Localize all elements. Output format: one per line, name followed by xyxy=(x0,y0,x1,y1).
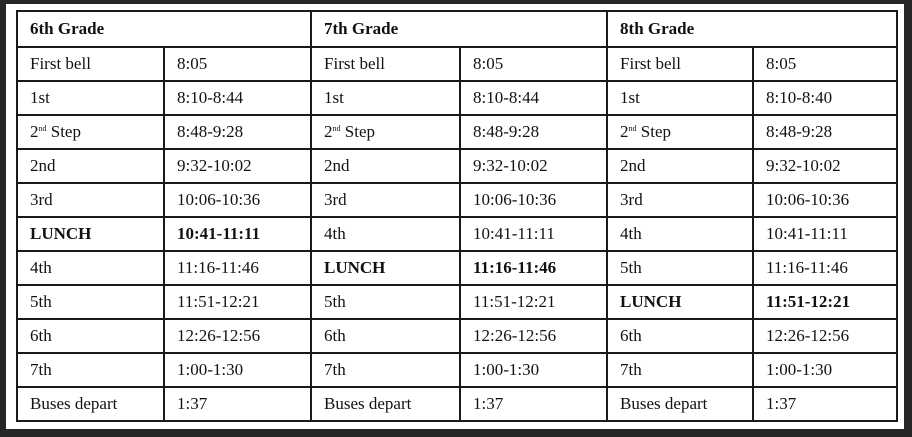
period-cell: Buses depart xyxy=(17,387,164,421)
period-cell: First bell xyxy=(311,47,460,81)
period-label: Step xyxy=(340,122,375,141)
time-cell: 1:37 xyxy=(753,387,897,421)
period-cell: 5th xyxy=(311,285,460,319)
time-cell: 10:06-10:36 xyxy=(460,183,607,217)
period-cell: First bell xyxy=(607,47,753,81)
period-cell: 4th xyxy=(607,217,753,251)
period-label: Step xyxy=(636,122,672,141)
table-row xyxy=(17,115,897,149)
period-cell: 7th xyxy=(311,353,460,387)
period-cell xyxy=(607,115,753,149)
time-cell: 8:10-8:40 xyxy=(753,81,897,115)
bell-schedule-table xyxy=(16,10,898,422)
time-cell: 8:48-9:28 xyxy=(753,115,897,149)
grade-header-7th: 7th Grade xyxy=(311,11,607,47)
table-row xyxy=(17,251,897,285)
period-cell: 2nd xyxy=(607,149,753,183)
ordinal-suffix: nd xyxy=(628,124,637,133)
time-cell: 1:37 xyxy=(460,387,607,421)
period-cell: 2nd xyxy=(17,149,164,183)
time-cell: 12:26-12:56 xyxy=(460,319,607,353)
table-row xyxy=(17,149,897,183)
period-cell: 3rd xyxy=(17,183,164,217)
time-cell: 8:10-8:44 xyxy=(460,81,607,115)
time-cell: 11:16-11:46 xyxy=(753,251,897,285)
period-cell: Buses depart xyxy=(311,387,460,421)
table-row xyxy=(17,81,897,115)
time-cell: 12:26-12:56 xyxy=(753,319,897,353)
time-cell: 8:05 xyxy=(164,47,311,81)
time-cell: 9:32-10:02 xyxy=(164,149,311,183)
time-cell: 10:06-10:36 xyxy=(753,183,897,217)
time-cell: 10:41-11:11 xyxy=(460,217,607,251)
period-cell: LUNCH xyxy=(311,251,460,285)
grade-header-6th: 6th Grade xyxy=(17,11,311,47)
period-cell: First bell xyxy=(17,47,164,81)
grade-header-8th: 8th Grade xyxy=(607,11,897,47)
time-cell: 9:32-10:02 xyxy=(460,149,607,183)
time-cell: 1:00-1:30 xyxy=(164,353,311,387)
time-cell: 10:06-10:36 xyxy=(164,183,311,217)
grade-header-row xyxy=(17,11,897,47)
period-cell: 3rd xyxy=(607,183,753,217)
period-cell xyxy=(311,115,460,149)
period-cell: LUNCH xyxy=(607,285,753,319)
period-cell: 6th xyxy=(311,319,460,353)
ordinal-suffix: nd xyxy=(332,124,341,133)
period-cell xyxy=(17,115,164,149)
time-cell: 1:00-1:30 xyxy=(460,353,607,387)
time-cell: 9:32-10:02 xyxy=(753,149,897,183)
time-cell: 10:41-11:11 xyxy=(753,217,897,251)
period-cell: 6th xyxy=(17,319,164,353)
period-cell: 1st xyxy=(311,81,460,115)
period-cell: 6th xyxy=(607,319,753,353)
period-number: 2 xyxy=(620,122,629,141)
ordinal-suffix: nd xyxy=(38,124,47,133)
period-cell: 3rd xyxy=(311,183,460,217)
schedule-panel xyxy=(6,4,904,429)
time-cell: 1:00-1:30 xyxy=(753,353,897,387)
time-cell: 11:51-12:21 xyxy=(460,285,607,319)
period-cell: 7th xyxy=(17,353,164,387)
table-row xyxy=(17,47,897,81)
table-row xyxy=(17,183,897,217)
period-cell: 4th xyxy=(17,251,164,285)
time-cell: 8:05 xyxy=(460,47,607,81)
period-cell: 7th xyxy=(607,353,753,387)
period-cell: 5th xyxy=(17,285,164,319)
time-cell: 12:26-12:56 xyxy=(164,319,311,353)
time-cell: 1:37 xyxy=(164,387,311,421)
period-cell: 1st xyxy=(17,81,164,115)
time-cell: 11:16-11:46 xyxy=(164,251,311,285)
period-cell: 2nd xyxy=(311,149,460,183)
table-row xyxy=(17,319,897,353)
table-row xyxy=(17,217,897,251)
time-cell: 8:48-9:28 xyxy=(164,115,311,149)
time-cell: 8:10-8:44 xyxy=(164,81,311,115)
time-cell: 11:51-12:21 xyxy=(164,285,311,319)
period-cell: Buses depart xyxy=(607,387,753,421)
time-cell: 8:05 xyxy=(753,47,897,81)
table-row xyxy=(17,285,897,319)
time-cell: 8:48-9:28 xyxy=(460,115,607,149)
period-cell: 1st xyxy=(607,81,753,115)
period-cell: LUNCH xyxy=(17,217,164,251)
time-cell: 11:51-12:21 xyxy=(753,285,897,319)
period-label: Step xyxy=(46,122,81,141)
period-number: 2 xyxy=(30,122,39,141)
period-number: 2 xyxy=(324,122,333,141)
table-row xyxy=(17,353,897,387)
schedule-body xyxy=(17,11,897,421)
table-row xyxy=(17,387,897,421)
time-cell: 10:41-11:11 xyxy=(164,217,311,251)
time-cell: 11:16-11:46 xyxy=(460,251,607,285)
period-cell: 5th xyxy=(607,251,753,285)
period-cell: 4th xyxy=(311,217,460,251)
